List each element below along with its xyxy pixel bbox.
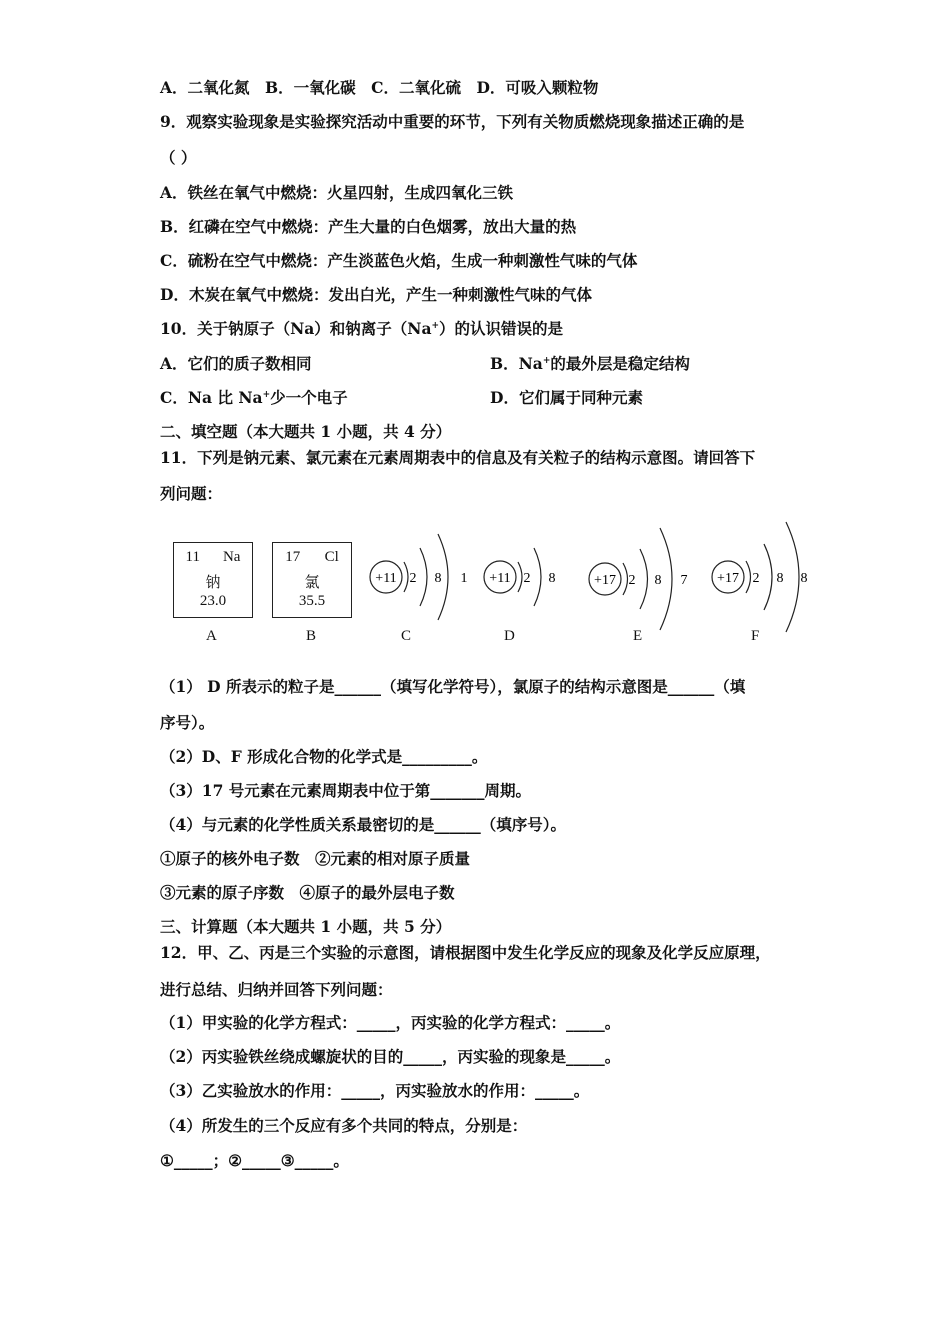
svg-text:8: 8 — [548, 571, 556, 586]
q12-part-1: （1）甲实验的化学方程式：_____，丙实验的化学方程式：_____。 — [160, 1013, 621, 1032]
figure-label-d: D — [504, 628, 515, 644]
q11-stem-1: 11．下列是钠元素、氯元素在元素周期表中的信息及有关粒子的结构示意图。请回答下 — [160, 448, 756, 467]
q9-option-d: D．木炭在氧气中燃烧：发出白光，产生一种刺激性气味的气体 — [160, 285, 592, 304]
q10-option-a: A．它们的质子数相同 — [160, 354, 312, 373]
q12-part-5: ①_____；②_____③_____。 — [160, 1151, 349, 1170]
q11-stem-2: 列问题： — [160, 484, 223, 503]
atom-diagram-d — [484, 548, 556, 606]
q12-part-4: （4）所发生的三个反应有多个共同的特点，分别是： — [160, 1116, 528, 1135]
svg-text:2: 2 — [523, 571, 531, 586]
q11-part-3: （3）17 号元素在元素周期表中位于第_______周期。 — [160, 781, 532, 800]
q10-option-d: D．它们属于同种元素 — [490, 388, 643, 407]
section-3-heading: 三、计算题（本大题共 1 小题，共 5 分） — [160, 917, 452, 936]
svg-text:+17: +17 — [717, 571, 739, 586]
svg-text:2: 2 — [628, 573, 636, 588]
atom-diagram-f — [712, 522, 808, 632]
svg-text:+11: +11 — [375, 571, 397, 586]
svg-text:8: 8 — [776, 571, 784, 586]
q12-stem-1: 12．甲、乙、丙是三个实验的示意图，请根据图中发生化学反应的现象及化学反应原理， — [160, 943, 771, 962]
q9-option-c: C．硫粉在空气中燃烧：产生淡蓝色火焰，生成一种刺激性气味的气体 — [160, 251, 638, 270]
q10-stem: 10．关于钠原子（Na）和钠离子（Na+）的认识错误的是 — [160, 319, 564, 338]
q12-part-3: （3）乙实验放水的作用：_____，丙实验放水的作用：_____。 — [160, 1081, 590, 1100]
svg-text:8: 8 — [654, 573, 662, 588]
q9-paren: （ ） — [160, 148, 197, 167]
svg-text:2: 2 — [409, 571, 417, 586]
q9-option-a: A．铁丝在氧气中燃烧：火星四射，生成四氧化三铁 — [160, 183, 514, 202]
q12-stem-2: 进行总结、归纳并回答下列问题： — [160, 980, 393, 999]
atom-diagram-c — [370, 534, 468, 620]
section-2-heading: 二、填空题（本大题共 1 小题，共 4 分） — [160, 422, 452, 441]
svg-text:7: 7 — [680, 573, 688, 588]
q11-part-1b: 序号）。 — [160, 713, 215, 732]
figure-label-c: C — [401, 628, 412, 644]
q11-part-4: （4）与元素的化学性质关系最密切的是______（填序号）。 — [160, 815, 567, 834]
svg-text:+11: +11 — [489, 571, 511, 586]
svg-text:8: 8 — [434, 571, 442, 586]
q11-options-34: ③元素的原子序数 ④原子的最外层电子数 — [160, 883, 455, 902]
q10-option-b: B．Na+的最外层是稳定结构 — [490, 354, 690, 373]
svg-text:+17: +17 — [594, 573, 616, 588]
element-card-na: 11 Na 钠 23.0 — [173, 542, 253, 618]
figure-label-e: E — [633, 628, 643, 644]
q9-option-b: B．红磷在空气中燃烧：产生大量的白色烟雾，放出大量的热 — [160, 217, 577, 236]
q12-part-2: （2）丙实验铁丝绕成螺旋状的目的_____，丙实验的现象是_____。 — [160, 1047, 621, 1066]
q8-options: A．二氧化氮 B．一氧化碳 C．二氧化硫 D．可吸入颗粒物 — [160, 78, 599, 97]
svg-text:2: 2 — [752, 571, 760, 586]
svg-text:8: 8 — [800, 571, 808, 586]
element-card-cl: 17 Cl 氯 35.5 — [272, 542, 352, 618]
q11-options-12: ①原子的核外电子数 ②元素的相对原子质量 — [160, 849, 471, 868]
q10-option-c: C．Na 比 Na+少一个电子 — [160, 388, 348, 407]
atom-diagram-e — [589, 528, 688, 630]
q11-part-1a: （1） D 所表示的粒子是______（填写化学符号），氯原子的结构示意图是______（填 — [160, 677, 746, 696]
figure-label-b: B — [306, 628, 317, 644]
figure-label-f: F — [751, 628, 760, 644]
svg-text:1: 1 — [460, 571, 468, 586]
q9-stem: 9．观察实验现象是实验探究活动中重要的环节，下列有关物质燃烧现象描述正确的是 — [160, 112, 745, 131]
figure-label-a: A — [206, 628, 217, 644]
q11-part-2: （2）D、F 形成化合物的化学式是_________。 — [160, 747, 488, 766]
